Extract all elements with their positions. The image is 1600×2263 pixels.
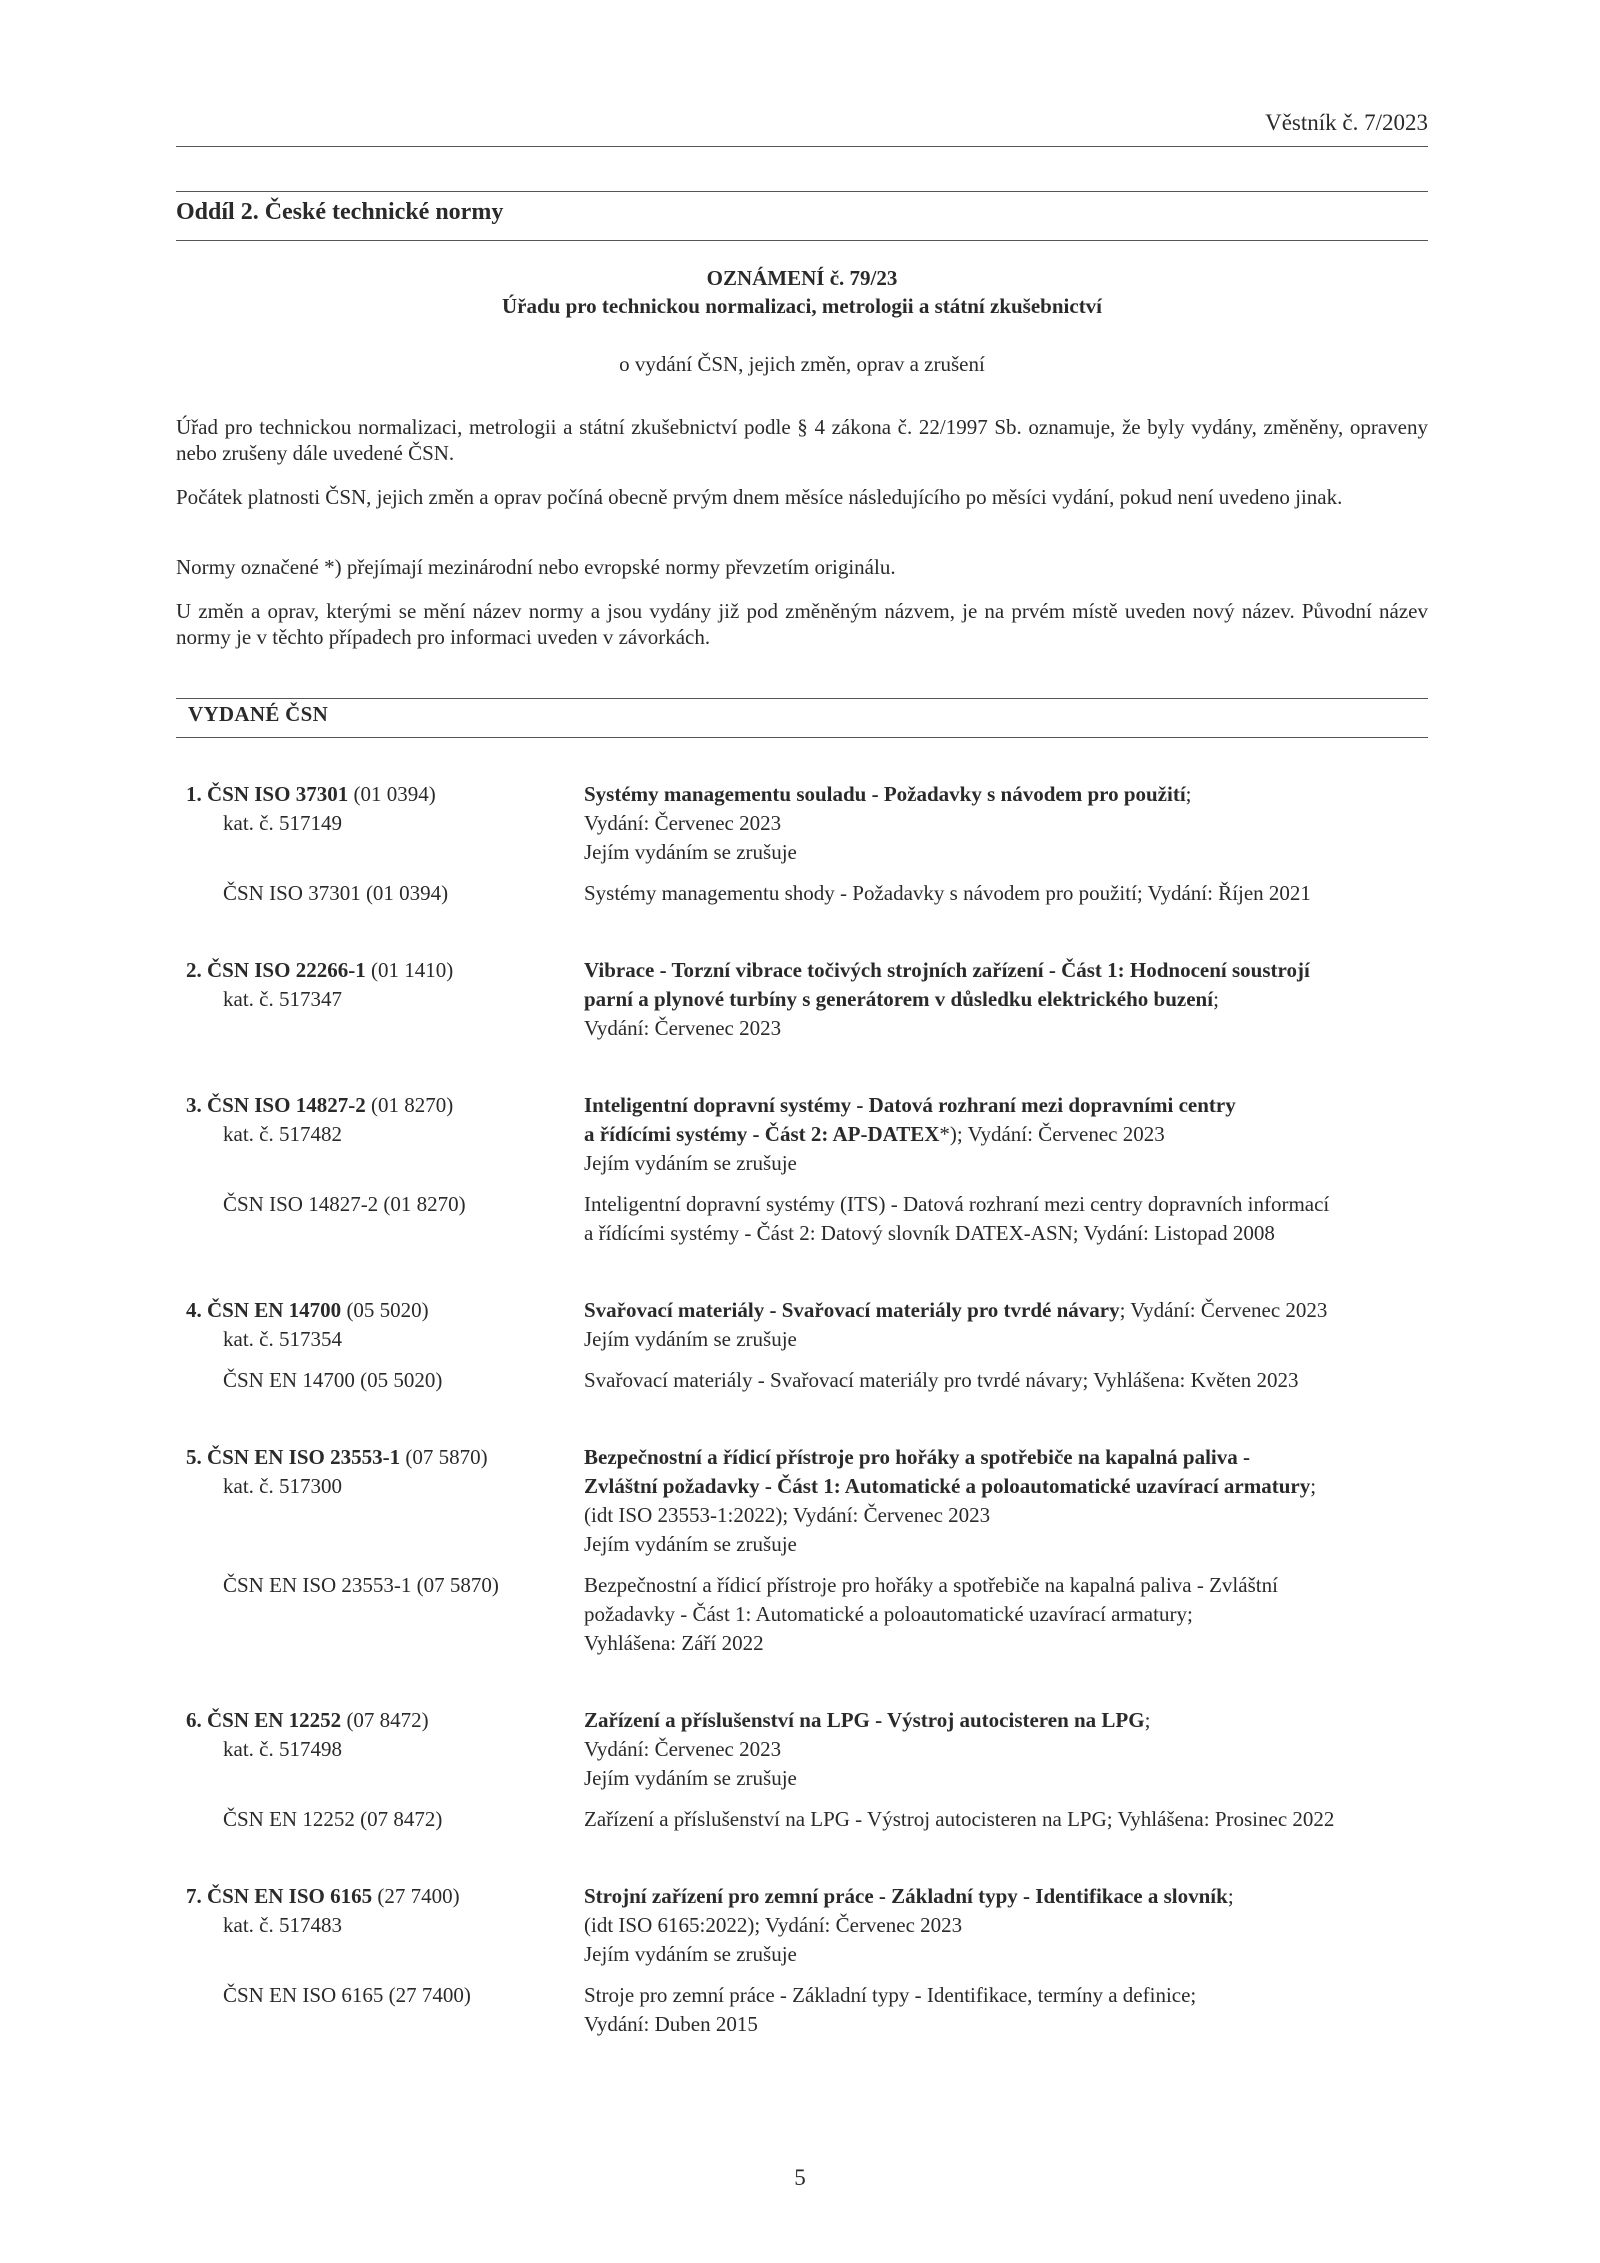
entry-code [186, 1884, 372, 1908]
entry-desc-column [584, 1443, 1428, 1559]
entry-class: (07 5870) [405, 1445, 488, 1469]
entry-title-line [584, 1120, 1428, 1149]
entry-main-row [176, 1443, 1428, 1559]
entry-code-text: ČSN ISO 22266-1 [207, 958, 366, 982]
entry-main-row [176, 956, 1428, 1043]
entry-title: Zvláštní požadavky - Část 1: Automatické a poloautomatické uzavírací armatury [584, 1474, 1311, 1498]
entry-index: 6. [186, 1708, 202, 1732]
entry-title-line [584, 1296, 1428, 1325]
replaced-desc-line: Inteligentní dopravní systémy (ITS) - Datová rozhraní mezi centry dopravních informací [584, 1192, 1330, 1216]
entry-code [186, 958, 366, 982]
entry-catalog-number: kat. č. 517354 [223, 1327, 342, 1351]
entry-desc-column [584, 1882, 1428, 1969]
replaced-ref-column [176, 1981, 584, 2039]
paragraph: Normy označené *) přejímají mezinárodní nebo evropské normy převzetím originálu. [176, 555, 896, 579]
entry-title-tail: ; [1310, 1474, 1317, 1498]
standard-entry [176, 780, 1428, 908]
list-heading: VYDANÉ ČSN [188, 702, 329, 726]
paragraph: Počátek platnosti ČSN, jejich změn a oprav počíná obecně prvým dnem měsíce následujícího po měsíci vydání, pokud není uvedeno jinak. [176, 485, 1343, 509]
entry-info-line: Jejím vydáním se zrušuje [584, 1327, 797, 1351]
replaced-standard-row [176, 1366, 1428, 1395]
entry-code [186, 1298, 341, 1322]
entry-index: 3. [186, 1093, 202, 1117]
entry-number-line [176, 780, 584, 809]
replaced-desc-column [584, 1571, 1428, 1658]
replaced-desc-line: Bezpečnostní a řídicí přístroje pro hořáky a spotřebiče na kapalná paliva - Zvláštní [584, 1573, 1278, 1597]
replaced-desc-line: a řídícími systémy - Část 2: Datový slovník DATEX-ASN; Vydání: Listopad 2008 [584, 1221, 1275, 1245]
replaced-ref-column [176, 879, 584, 908]
entry-index: 1. [186, 782, 202, 806]
entry-ref-column [176, 1296, 584, 1354]
entry-title: Svařovací materiály - Svařovací materiály pro tvrdé návary [584, 1298, 1120, 1322]
entry-number-line [176, 1443, 584, 1472]
entry-info-line: Jejím vydáním se zrušuje [584, 1942, 797, 1966]
entry-catalog-number: kat. č. 517483 [223, 1913, 342, 1937]
standard-entry [176, 1706, 1428, 1834]
replaced-desc-column [584, 1805, 1428, 1834]
entry-info-line: (idt ISO 6165:2022); Vydání: Červenec 2023 [584, 1913, 963, 1937]
announcement-number: OZNÁMENÍ č. 79/23 [706, 266, 898, 290]
section-rule-top [176, 191, 1428, 192]
entry-code [186, 1093, 366, 1117]
entry-catalog-number: kat. č. 517347 [223, 987, 342, 1011]
list-rule-top [176, 698, 1428, 699]
entry-code-text: ČSN EN 12252 [207, 1708, 342, 1732]
entry-title-line [584, 1472, 1428, 1501]
replaced-ref: ČSN EN ISO 23553-1 (07 5870) [223, 1573, 499, 1597]
announcement-subject: o vydání ČSN, jejich změn, oprav a zrušení [619, 352, 985, 376]
paragraph: Úřad pro technickou normalizaci, metrologii a státní zkušebnictví podle § 4 zákona č. 22/1997 Sb. oznamuje, že byly vydány, změněny, opraveny nebo zrušeny dále uvedené ČSN. [176, 415, 1428, 465]
entry-title: Inteligentní dopravní systémy - Datová rozhraní mezi dopravními centry [584, 1093, 1236, 1117]
entry-code-text: ČSN ISO 14827-2 [207, 1093, 366, 1117]
entry-index: 5. [186, 1445, 202, 1469]
replaced-ref: ČSN EN 14700 (05 5020) [223, 1368, 443, 1392]
entry-desc-column [584, 780, 1428, 867]
replaced-standard-row [176, 1805, 1428, 1834]
replaced-desc-column [584, 1366, 1428, 1395]
entry-title-tail: ; Vydání: Červenec 2023 [1119, 1298, 1328, 1322]
entry-title: a řídícími systémy - Část 2: AP-DATEX [584, 1122, 940, 1146]
replaced-ref-column [176, 1366, 584, 1395]
entry-title-line [584, 780, 1428, 809]
replaced-desc-line: Vydání: Duben 2015 [584, 2012, 758, 2036]
entry-title-line [584, 1443, 1428, 1472]
replaced-standard-row [176, 1981, 1428, 2039]
entry-class: (01 1410) [370, 958, 454, 982]
entry-title: Bezpečnostní a řídicí přístroje pro hořáky a spotřebiče na kapalná paliva - [584, 1445, 1250, 1469]
replaced-desc-line: Systémy managementu shody - Požadavky s návodem pro použití; Vydání: Říjen 2021 [584, 881, 1311, 905]
entry-index: 7. [186, 1884, 202, 1908]
entry-title-tail: ; [1144, 1708, 1151, 1732]
entry-main-row [176, 1091, 1428, 1178]
entry-info-line: Jejím vydáním se zrušuje [584, 1766, 797, 1790]
page-number: 5 [794, 2165, 806, 2190]
entry-title: parní a plynové turbíny s generátorem v důsledku elektrického buzení [584, 987, 1214, 1011]
entry-main-row [176, 1706, 1428, 1793]
entry-desc-column [584, 1091, 1428, 1178]
standard-entry [176, 1443, 1428, 1658]
section-title: Oddíl 2. České technické normy [176, 199, 504, 225]
entry-code-text: ČSN EN 14700 [207, 1298, 342, 1322]
standard-entry [176, 956, 1428, 1043]
entry-title: Vibrace - Torzní vibrace točivých strojních zařízení - Část 1: Hodnocení soustrojí [584, 958, 1310, 982]
entry-catalog-number: kat. č. 517482 [223, 1122, 342, 1146]
entry-title-line [584, 985, 1428, 1014]
entry-desc-column [584, 1296, 1428, 1354]
entry-info-line: (idt ISO 23553-1:2022); Vydání: Červenec 2023 [584, 1503, 991, 1527]
entry-info-line: Vydání: Červenec 2023 [584, 811, 782, 835]
entry-title-tail: ; [1185, 782, 1192, 806]
entry-desc-column [584, 1706, 1428, 1793]
replaced-desc-column [584, 879, 1428, 908]
entry-catalog-number: kat. č. 517498 [223, 1737, 342, 1761]
entry-number-line [176, 1706, 584, 1735]
entry-title-tail: ; [1213, 987, 1219, 1011]
section-rule-bottom [176, 240, 1428, 241]
entry-info-line: Vydání: Červenec 2023 [584, 1737, 782, 1761]
entry-catalog-number: kat. č. 517149 [223, 811, 342, 835]
entry-title: Zařízení a příslušenství na LPG - Výstroj autocisteren na LPG [584, 1708, 1145, 1732]
entry-ref-column [176, 1706, 584, 1793]
entry-code-text: ČSN EN ISO 6165 [207, 1884, 373, 1908]
entry-ref-column [176, 956, 584, 1043]
entry-code [186, 1445, 400, 1469]
entry-class: (01 8270) [370, 1093, 454, 1117]
entry-main-row [176, 780, 1428, 867]
entry-class: (01 0394) [353, 782, 436, 806]
entry-info-line: Jejím vydáním se zrušuje [584, 1151, 797, 1175]
replaced-ref-column [176, 1571, 584, 1658]
entry-title-tail: ; [1227, 1884, 1234, 1908]
entry-class: (07 8472) [346, 1708, 429, 1732]
entry-number-line [176, 956, 584, 985]
entry-title-line [584, 956, 1428, 985]
replaced-standard-row [176, 879, 1428, 908]
entry-title-line [584, 1706, 1428, 1735]
replaced-desc-line: Vyhlášena: Září 2022 [584, 1631, 764, 1655]
entry-code [186, 782, 348, 806]
entry-index: 4. [186, 1298, 202, 1322]
entry-code-text: ČSN EN ISO 23553-1 [207, 1445, 401, 1469]
entry-title: Systémy managementu souladu - Požadavky s návodem pro použití [584, 782, 1186, 806]
entry-class: (05 5020) [346, 1298, 429, 1322]
entry-main-row [176, 1882, 1428, 1969]
entry-index: 2. [186, 958, 202, 982]
replaced-ref: ČSN ISO 14827-2 (01 8270) [223, 1192, 466, 1216]
replaced-desc-line: Zařízení a příslušenství na LPG - Výstroj autocisteren na LPG; Vyhlášena: Prosinec 2022 [584, 1807, 1335, 1831]
replaced-desc-column [584, 1981, 1428, 2039]
entry-desc-column [584, 956, 1428, 1043]
entry-info-line: Vydání: Červenec 2023 [584, 1016, 782, 1040]
replaced-desc-line: Stroje pro zemní práce - Základní typy - Identifikace, termíny a definice; [584, 1983, 1197, 2007]
entry-ref-column [176, 780, 584, 867]
entry-title-line [584, 1091, 1428, 1120]
replaced-desc-column [584, 1190, 1428, 1248]
entry-code [186, 1708, 341, 1732]
replaced-desc-line: Svařovací materiály - Svařovací materiály pro tvrdé návary; Vyhlášena: Květen 2023 [584, 1368, 1299, 1392]
entry-catalog-number: kat. č. 517300 [223, 1474, 342, 1498]
entry-class: (27 7400) [377, 1884, 460, 1908]
entry-ref-column [176, 1443, 584, 1559]
entry-ref-column [176, 1091, 584, 1178]
entry-info-line: Jejím vydáním se zrušuje [584, 1532, 797, 1556]
entry-code-text: ČSN ISO 37301 [207, 782, 349, 806]
standards-list [176, 780, 1428, 2039]
header-rule [176, 146, 1428, 147]
entry-title-tail: *); Vydání: Červenec 2023 [939, 1122, 1165, 1146]
entry-number-line [176, 1091, 584, 1120]
replaced-ref: ČSN ISO 37301 (01 0394) [223, 881, 449, 905]
entry-title-line [584, 1882, 1428, 1911]
entry-ref-column [176, 1882, 584, 1969]
announcement-issuer: Úřadu pro technickou normalizaci, metrologii a státní zkušebnictví [501, 294, 1103, 318]
entry-number-line [176, 1296, 584, 1325]
issue-header: Věstník č. 7/2023 [1265, 110, 1428, 135]
entry-number-line [176, 1882, 584, 1911]
replaced-ref-column [176, 1805, 584, 1834]
replaced-standard-row [176, 1571, 1428, 1658]
replaced-ref-column [176, 1190, 584, 1248]
standard-entry [176, 1296, 1428, 1395]
entry-info-line: Jejím vydáním se zrušuje [584, 840, 797, 864]
replaced-standard-row [176, 1190, 1428, 1248]
entry-title: Strojní zařízení pro zemní práce - Základní typy - Identifikace a slovník [584, 1884, 1228, 1908]
standard-entry [176, 1882, 1428, 2039]
replaced-ref: ČSN EN 12252 (07 8472) [223, 1807, 443, 1831]
list-rule-bottom [176, 737, 1428, 738]
replaced-desc-line: požadavky - Část 1: Automatické a poloautomatické uzavírací armatury; [584, 1602, 1193, 1626]
entry-main-row [176, 1296, 1428, 1354]
paragraph: U změn a oprav, kterými se mění název normy a jsou vydány již pod změněným názvem, je na prvém místě uveden nový název. Původní název normy je v těchto případech pro informaci uveden v závorkách. [176, 599, 1428, 649]
replaced-ref: ČSN EN ISO 6165 (27 7400) [223, 1983, 471, 2007]
standard-entry [176, 1091, 1428, 1248]
